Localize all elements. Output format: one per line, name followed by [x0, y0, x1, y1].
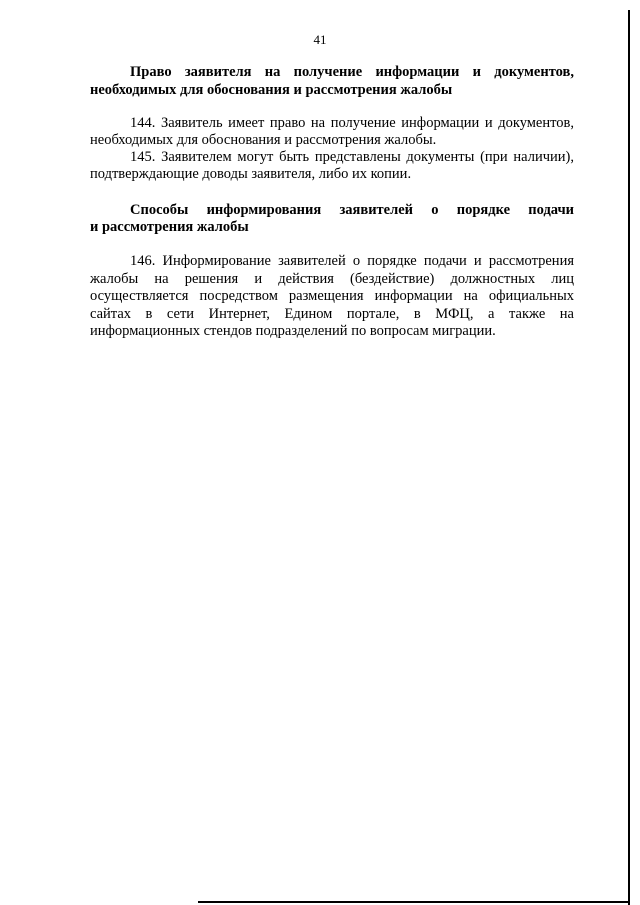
scan-edge-bottom [198, 901, 630, 903]
paragraph-146-line4: сайтах в сети Интернет, Едином портале, в МФЦ, а также на [90, 306, 574, 322]
paragraph-146-line2: жалобы на решения и действия (бездействие) должностных лиц [90, 271, 574, 287]
section1-heading-line1: Право заявителя на получение информации и документов, [130, 64, 574, 80]
section1-heading-line2: необходимых для обоснования и рассмотрения жалобы [90, 82, 453, 98]
paragraph-145-line2: подтверждающие доводы заявителя, либо их копии. [90, 166, 412, 182]
paragraph-146-line1: 146. Информирование заявителей о порядке подачи и рассмотрения [130, 253, 574, 269]
section2-heading-line1: Способы информирования заявителей о порядке подачи [130, 202, 574, 218]
scan-edge-right [628, 10, 630, 905]
paragraph-144-line2: необходимых для обоснования и рассмотрения жалобы. [90, 132, 437, 148]
paragraph-144-line1: 144. Заявитель имеет право на получение информации и документов, [130, 115, 574, 131]
page-number: 41 [313, 32, 327, 47]
paragraph-146-line3: осуществляется посредством размещения информации на официальных [90, 288, 574, 304]
section2-heading-line2: и рассмотрения жалобы [90, 219, 249, 235]
paragraph-146-line5: информационных стендов подразделений по вопросам миграции. [90, 323, 496, 339]
paragraph-145-line1: 145. Заявителем могут быть представлены документы (при наличии), [130, 149, 574, 165]
